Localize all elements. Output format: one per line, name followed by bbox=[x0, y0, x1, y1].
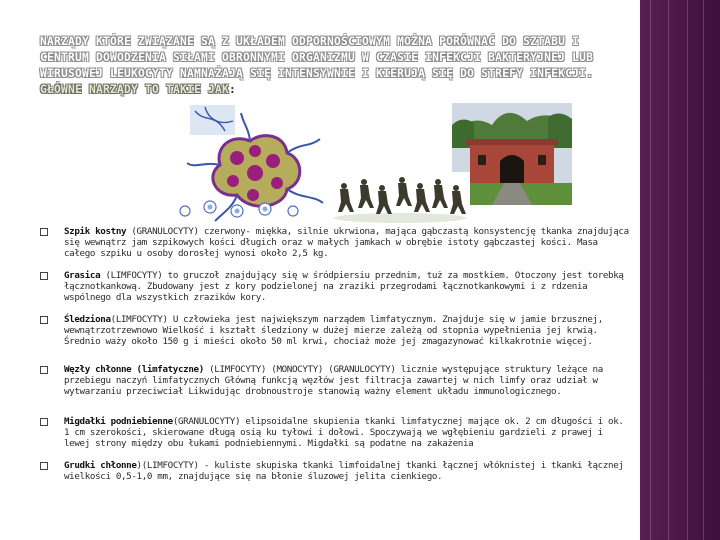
bullet-square-icon bbox=[40, 228, 48, 236]
bullet-square-icon bbox=[40, 418, 48, 426]
slide-title bbox=[40, 34, 615, 98]
item-term: Śledziona bbox=[64, 314, 111, 325]
item-term: Grasica bbox=[64, 270, 101, 281]
item-term: Szpik kostny bbox=[64, 226, 127, 237]
decorative-sidebar bbox=[640, 0, 720, 540]
running-soldiers-photo bbox=[330, 172, 470, 224]
list-item-thymus bbox=[40, 270, 630, 309]
sidebar-stripe bbox=[650, 0, 651, 540]
item-text: (GRANULOCYTY) elipsoidalne skupienia tkanki limfatycznej mające ok. 2 cm długości i ok. 1 cm szerokości, skierowane długą osią ku tyłowi i dołowi. Spoczywają we wgłębieniu gardzieli z prawej i lewej strony między obu łukami podniebiennymi. Migdałki są podatne na zakażenia bbox=[64, 416, 624, 449]
item-text: (LIMFOCYTY) U człowieka jest największym narządem limfatycznym. Znajduje się w jamie brzusznej, wewnątrzotrzewnowo Wielkość i kształt śledziony w dużej mierze zależą od stopnia wypełnienia jej krwią. Średnio waży około 150 g i mieści około 50 ml krwi, chociaż może jej zmagazynować kilkakrotnie więcej. bbox=[64, 314, 603, 347]
title-colon: : bbox=[229, 83, 237, 96]
item-text: (LIMFOCYTY) (MONOCYTY) (GRANULOCYTY) licznie występujące struktury leżące na przebiegu naczyń limfatycznych Główną funkcją węzłów jest filtracja zawartej w nich limfy oraz udział w wytwarzaniu przeciwciał Likwidując drobnoustroje stanowią ważny element układu immunologicznego. bbox=[64, 364, 603, 397]
list-item-tonsils bbox=[40, 416, 630, 453]
lymph-node-cells-illustration bbox=[175, 103, 325, 223]
title-highlight-text: GŁÓWNE NARZĄDY TO TAKIE JAK bbox=[40, 83, 230, 96]
sidebar-stripe bbox=[687, 0, 688, 540]
organ-list bbox=[40, 226, 630, 482]
list-item-lymph-nodes bbox=[40, 364, 630, 409]
sidebar-stripe bbox=[668, 0, 669, 540]
fortress-gate-photo bbox=[452, 103, 572, 205]
bullet-square-icon bbox=[40, 462, 48, 470]
item-text: )(LIMFOCYTY) - kuliste skupiska tkanki limfoidalnej tkanki łącznej włóknistej i tkanki łącznej wielkości 0,5-1,0 mm, znajdujące się na błonie śluzowej jelita cienkiego. bbox=[64, 460, 624, 482]
title-main-text: NARZĄDY KTÓRE ZWIĄZANE SĄ Z UKŁADEM ODPORNOŚCIOWYM MOŻNA PORÓWNAĆ DO SZTABU I CENTRUM DOWODZENIA SIŁAMI OBRONNYMI ORGANIZMU W CZASIE INFEKCJI BAKTERYJNEJ LUB WIRUSOWEJ LEUKOCYTY NAMNAŻAJĄ SIĘ INTENSYWNIE I KIERUJĄ SIĘ DO STREFY INFEKCJI. bbox=[40, 35, 594, 80]
list-item-bone-marrow bbox=[40, 226, 630, 265]
bullet-square-icon bbox=[40, 316, 48, 324]
item-text: (GRANULOCYTY) czerwony- miękka, silnie ukrwiona, mająca gąbczastą konsystencję tkanka znajdująca się wewnątrz jam szpikowych kości długich oraz w małych jamkach w obrębie istoty gąbczastej kości. Masa całego szpiku u osoby dorosłej wynosi około 2,5 kg. bbox=[64, 226, 629, 259]
list-item-lymph-follicles bbox=[40, 460, 630, 482]
list-item-spleen bbox=[40, 314, 630, 359]
item-term: Migdałki podniebienne bbox=[64, 416, 173, 427]
bullet-square-icon bbox=[40, 366, 48, 374]
item-term: Grudki chłonne bbox=[64, 460, 137, 471]
item-text: (LIMFOCYTY) to gruczoł znajdujący się w śródpiersiu przednim, tuż za mostkiem. Otoczony jest torebką łącznotkankową. Zbudowany jest z kory podzielonej na zraziki przegrodami łącznotkankowymi i z rdzenia wspólnego dla wszystkich zrazików kory. bbox=[64, 270, 624, 303]
sidebar-stripe bbox=[703, 0, 704, 540]
bullet-square-icon bbox=[40, 272, 48, 280]
item-term: Węzły chłonne (limfatyczne) bbox=[64, 364, 204, 375]
